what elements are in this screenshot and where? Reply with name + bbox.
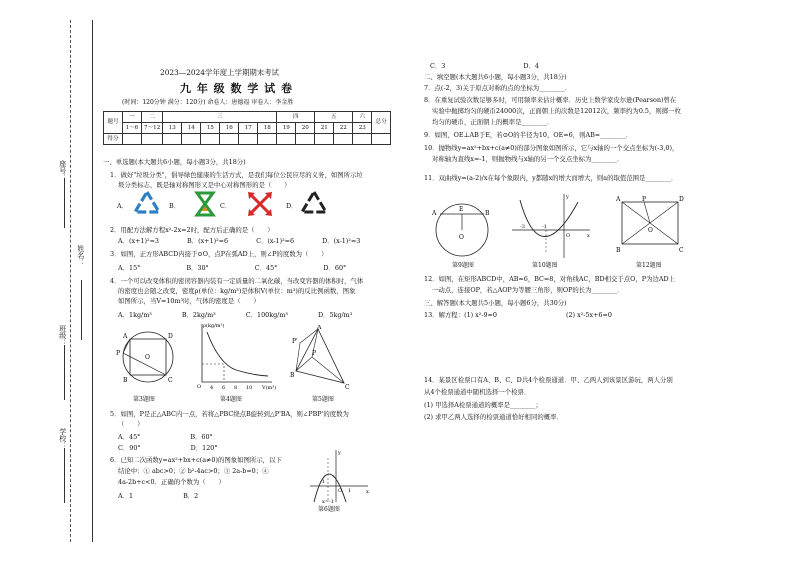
seat-field[interactable] xyxy=(64,178,65,228)
q11: 11．双曲线y=(a-2)/x在每个象限内，y都随x的增大而增大，则a的取值范围是________． xyxy=(424,174,678,182)
q12-line2: 一动点，连接OP，若△AOP为等腰三角形，则OP的长为________． xyxy=(432,286,624,294)
q6-line1: 6．已知二次函数y=ax²+bx+c(a≠0)的图象如图所示，以下 xyxy=(110,456,282,464)
q8-line2: 实验中抛掷均匀的硬币24000次，正面朝上的次数是12012次，频率约为0.5，则掷一枚 xyxy=(432,107,681,115)
binding-line-solid xyxy=(92,20,93,542)
q4-options: A．1kg/m³ B．2kg/m³ C．100kg/m³ D．5kg/m³ xyxy=(118,311,353,319)
fig6-label-1: 1 xyxy=(348,488,352,494)
q6-options: A．1 B．2 xyxy=(118,492,199,500)
q1-line1: 1．做好"垃圾分类"，倡导绿色健康的生活方式，是我们每位公民应尽的义务，如图所示垃 xyxy=(110,171,363,179)
fig9-caption: 第9题图 xyxy=(452,262,474,269)
fig5-label-b: B xyxy=(290,372,295,379)
fig9-label-a: A xyxy=(432,210,437,217)
q4-line2: 的密度也会随之改变，密度ρ(单位：kg/m³)是体积V(单位：m³)的反比例函数，图象 xyxy=(118,287,356,295)
figure-5 xyxy=(290,325,352,391)
fig10-label-neg3: -3 xyxy=(520,224,525,230)
paper-title: 九 年 级 数 学 试 卷 xyxy=(180,82,293,95)
fig9-label-b: B xyxy=(485,210,490,217)
fig10-label-o: O xyxy=(566,233,571,239)
fig4-caption: 第4题图 xyxy=(220,396,242,403)
fig3-label-o: O xyxy=(145,354,150,361)
fig5-label-p: P xyxy=(312,350,317,357)
q2-stem: 2．用配方法解方程x²-2x=2时，配方后正确的是（ ） xyxy=(110,226,274,234)
fig12-label-d: D xyxy=(679,196,684,203)
fig5-caption: 第5题图 xyxy=(312,396,334,403)
figure-12 xyxy=(614,194,686,256)
fig3-caption: 第3题图 xyxy=(133,396,155,403)
q2-options: A．(x+1)²=3 B．(x+1)²=6 C．(x-1)²=6 D．(x-1)²=3 xyxy=(118,237,361,245)
fig3-label-p: P xyxy=(116,350,121,357)
fig10-label-x: x xyxy=(587,233,590,239)
fig12-label-c: C xyxy=(679,247,684,254)
name-field[interactable] xyxy=(81,280,82,340)
binding-line-dashed xyxy=(70,20,71,542)
q4-line1: 4．一个可以改变体积的密闭容器内装有一定质量的二氧化碳，当改变容器的体积时，气体 xyxy=(110,277,364,285)
fig9-label-e: E xyxy=(459,206,464,213)
fig3-label-a: A xyxy=(123,333,128,340)
fig10-label-y: y xyxy=(566,194,569,200)
figure-4 xyxy=(194,320,276,390)
q8-line1: 8．在重复试验次数足够多时，可用频率来估计概率．历史上数学家皮尔逊(Pearson)曾在 xyxy=(424,96,677,104)
q10-line1: 10．抛物线y=ax²+bx+c(a≠0)的部分图象如图所示，它与x轴的一个交点坐标为(-3,0)， xyxy=(424,144,679,152)
fig4-tick-10: 10 xyxy=(246,385,253,390)
fig5-label-a: A xyxy=(317,325,322,331)
q1-line2: 圾分类标志，既是轴对称图形又是中心对称图形的是（ ） xyxy=(118,181,291,189)
fig4-tick-6: 6 xyxy=(222,385,226,390)
figure-3 xyxy=(112,327,184,389)
q1-opt-c[interactable]: C． xyxy=(220,202,232,210)
class-label: 班级： xyxy=(58,325,67,346)
q5-line2: （ ） xyxy=(118,420,144,428)
red-arrows-icon xyxy=(246,190,274,218)
figure-9 xyxy=(428,198,492,258)
fig12-label-a: A xyxy=(616,196,621,203)
section-2-title: 二、填空题(本大题共6小题，每小题3分，共18分) xyxy=(424,73,567,81)
fig6-label-axis: x=-1 xyxy=(322,499,334,504)
fig10-label-neg1: -1 xyxy=(542,224,547,230)
fig4-tick-4: 4 xyxy=(210,385,214,390)
exam-title: 2023—2024学年度上学期期末考试 xyxy=(160,68,279,77)
fig12-caption: 第12题图 xyxy=(636,262,662,269)
fig5-label-pprime: P' xyxy=(292,338,298,345)
section-3-title: 三、解答题(本大题共5小题，每小题6分，共30分) xyxy=(424,299,567,307)
q7: 7．点(-2，3)关于原点对称的点的坐标为________． xyxy=(424,84,572,92)
name-label: 姓名： xyxy=(76,245,85,266)
fig4-origin: O xyxy=(197,384,202,390)
q1-opt-a[interactable]: A． xyxy=(117,202,129,210)
q14-line1: 14．某景区检票口有A、B、C、D共4个检票通道．甲、乙两人到该景区游玩，两人分别 xyxy=(424,376,673,384)
fig6-label-y: y xyxy=(338,450,341,456)
row-title: 题号 xyxy=(104,112,123,134)
q3-options: A．15° B．30° C．45° D．60° xyxy=(118,264,347,272)
q5-options-1: A．45° B．60° xyxy=(118,433,213,441)
q8-line3: 均匀的硬币，正面朝上的概率是________． xyxy=(432,118,554,126)
q1-opt-d[interactable]: D． xyxy=(286,202,298,210)
q3-stem: 3．如图，正方形ABCD内接于⊙O，点P在弧AD上，则∠P的度数为（ ） xyxy=(110,250,328,258)
q12-line1: 12．如图，在矩形ABCD中，AB=6，BC=8，对角线AC，BD相交于点O，P为边AD上 xyxy=(424,275,676,283)
fig4-tick-8: 8 xyxy=(234,385,238,390)
total-header: 总分 xyxy=(372,112,391,134)
figure-10 xyxy=(510,192,592,260)
q9: 9．如图，OE⊥AB于E，若⊙O的半径为10，OE=6，则AB=________． xyxy=(424,131,633,139)
fig3-label-c: C xyxy=(168,377,173,384)
seat-label: 座号： xyxy=(58,160,67,181)
q1-opt-b[interactable]: B． xyxy=(169,202,181,210)
fig10-caption: 第10题图 xyxy=(532,262,558,269)
q13-part1: 13．解方程：(1) x²-9=0 xyxy=(424,311,497,319)
q13-part2: (2) x²-5x+6=0 xyxy=(566,311,612,319)
section-1-title: 一、单选题(本大题共6小题，每小题3分，共18分) xyxy=(103,158,246,166)
score-table: 题号 一 二 三 四 五 六 总分 1～6 7～12 13 14 15 16 17 18 19 20 21 22 23 得分 xyxy=(103,111,391,145)
q5-options-2: C．90° D．120° xyxy=(118,444,218,452)
fig6-caption: 第6题图 xyxy=(318,506,340,513)
recycle-dark-icon xyxy=(300,190,328,216)
q14-part1: (1) 甲选择A检票通道的概率是________； xyxy=(424,401,542,409)
fig12-label-p: P xyxy=(642,196,647,203)
row-score: 得分 xyxy=(104,134,123,145)
fig6-label-o: O xyxy=(338,488,343,494)
fig9-label-o: O xyxy=(459,234,464,241)
fig5-label-c: C xyxy=(345,384,350,391)
fig6-label-x: x xyxy=(366,489,369,495)
q14-part2: (2) 求甲乙两人选择的检票通道恰好相同的概率． xyxy=(424,413,563,421)
q6-options-rest: C．3 D．4 xyxy=(430,62,539,70)
q14-line2: 从4个检票通道中随机选择一个检票． xyxy=(424,388,531,396)
fig3-label-b: B xyxy=(123,377,128,384)
fig12-label-b: B xyxy=(616,247,621,254)
fig12-label-o: O xyxy=(648,227,653,234)
fig6-label-neg1: -1 xyxy=(320,479,325,485)
q10-line2: 对称轴为直线x=-1，则抛物线与x轴的另一个交点坐标为________． xyxy=(432,155,624,163)
q6-line2: 结论中：① abc>0；② b²-4ac>0；③ 2a-b=0；④ xyxy=(118,467,269,475)
fig4-xlabel: V(m³) xyxy=(262,385,276,390)
hourglass-icon xyxy=(194,190,216,218)
fig4-ylabel: ρ(kg/m³) xyxy=(203,323,225,329)
recycle-icon xyxy=(133,190,161,216)
q5-line1: 5．如图，P是正△ABC内一点，若将△PBC绕点B旋转到△P'BA，则∠PBP'的度数为 xyxy=(110,410,349,418)
fig3-label-d: D xyxy=(168,333,173,340)
class-field[interactable] xyxy=(64,345,65,400)
school-field[interactable] xyxy=(64,448,65,503)
figure-6 xyxy=(306,448,372,504)
q6-line3: 4a-2b+c<0．正确的个数为（ ） xyxy=(118,478,225,486)
school-label: 学校： xyxy=(58,428,67,449)
q4-line3: 如图所示，当V=10m³时，气体的密度是（ ） xyxy=(118,297,260,305)
exam-meta: (时间：120分钟 满分：120分) 命卷人：唐德福 审卷人：李金胜 xyxy=(122,99,294,106)
